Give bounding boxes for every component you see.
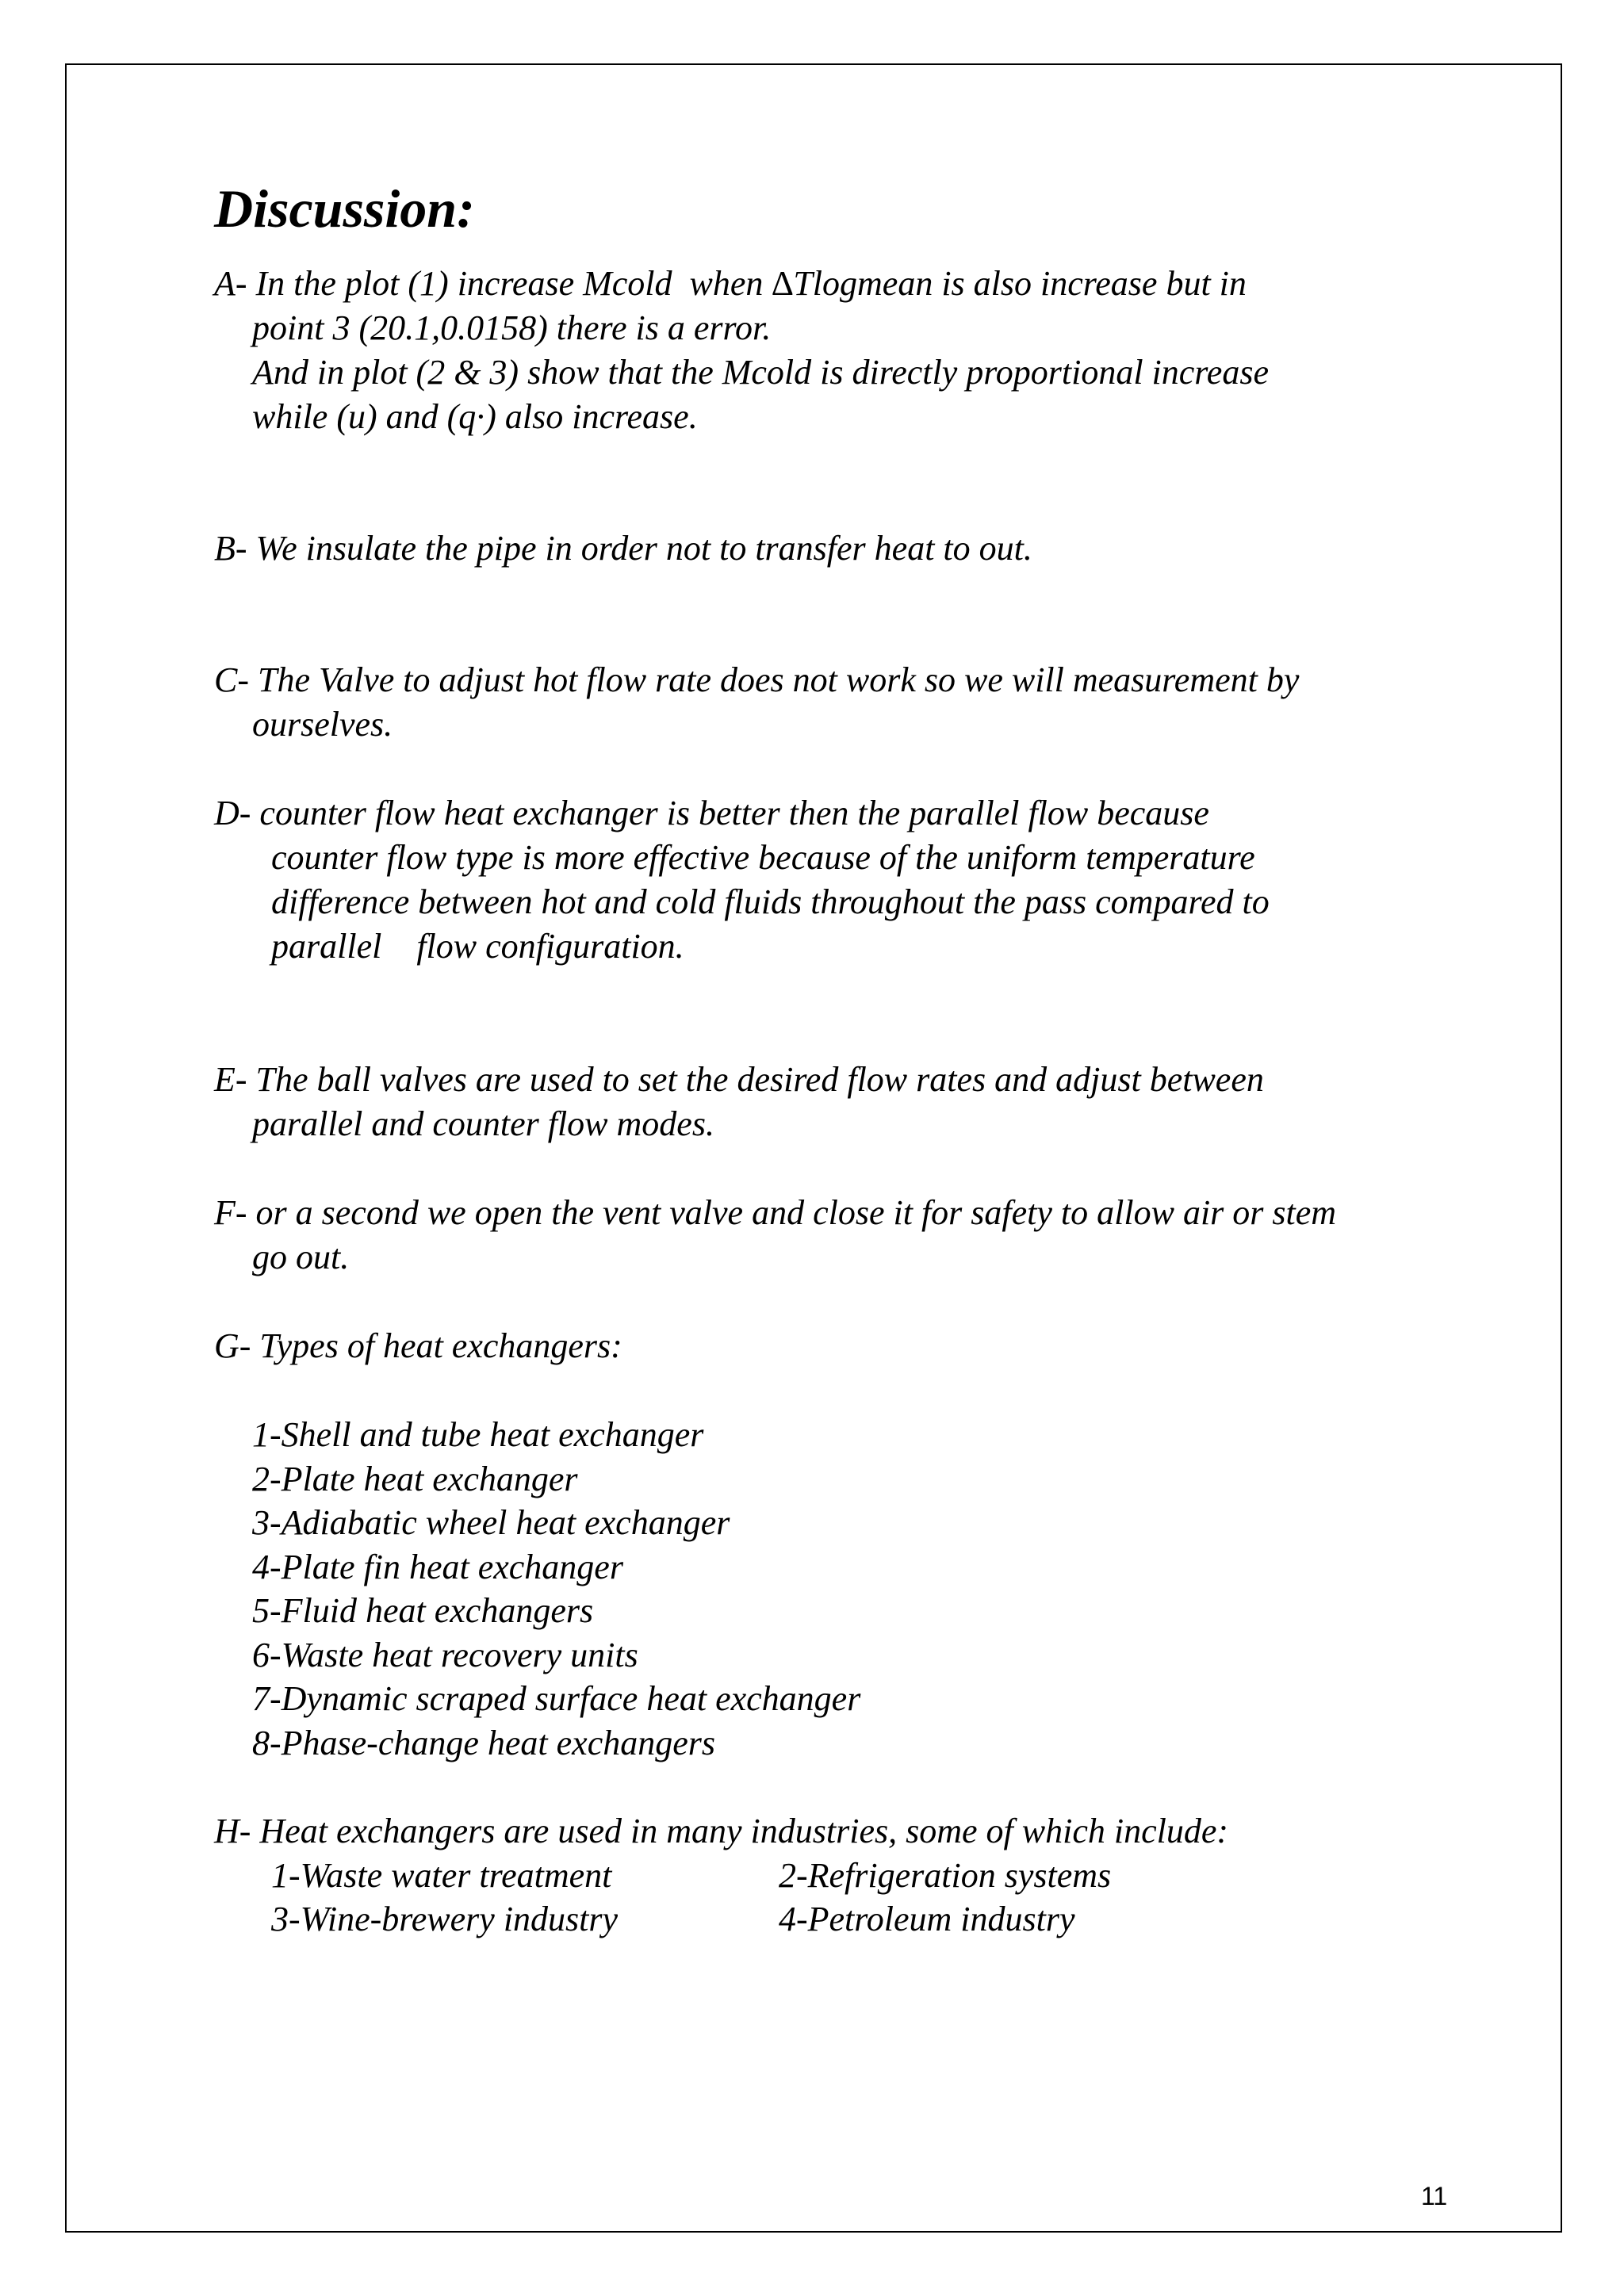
item-c-line-1: C- The Valve to adjust hot flow rate does not work so we will measurement by: [214, 660, 1300, 699]
industry-row-1: [214, 1854, 1515, 1897]
item-a-line-1: A- In the plot (1) increase Mcold when ∆Tlogmean is also increase but in: [214, 264, 1247, 303]
discussion-item-b: [214, 526, 1515, 571]
item-b-line-1: B- We insulate the pipe in order not to transfer heat to out.: [214, 529, 1032, 568]
list-item: 5-Fluid heat exchangers: [252, 1591, 594, 1630]
document-body: [214, 173, 1515, 1941]
list-item: 1-Shell and tube heat exchanger: [252, 1415, 704, 1454]
discussion-item-h: [214, 1809, 1515, 1941]
item-e-line-1: E- The ball valves are used to set the desired flow rates and adjust between: [214, 1060, 1264, 1099]
industry-row-2: [214, 1897, 1515, 1941]
item-d-line-1: D- counter flow heat exchanger is better then the parallel flow because: [214, 794, 1209, 832]
discussion-item-c: [214, 658, 1515, 747]
item-a-line-4: while (u) and (q·) also increase.: [252, 397, 698, 436]
discussion-item-e: [214, 1058, 1515, 1146]
list-item: 3-Adiabatic wheel heat exchanger: [252, 1503, 730, 1542]
list-item: 6-Waste heat recovery units: [252, 1635, 638, 1674]
list-item: 3-Wine-brewery industry: [271, 1900, 619, 1938]
list-item: 4-Plate fin heat exchanger: [252, 1547, 623, 1586]
item-f-line-2: go out.: [252, 1238, 350, 1276]
list-item: 1-Waste water treatment: [271, 1856, 612, 1895]
item-g-heading: G- Types of heat exchangers:: [214, 1326, 622, 1365]
item-h-heading: H- Heat exchangers are used in many industries, some of which include:: [214, 1812, 1229, 1850]
item-e-line-2: parallel and counter flow modes.: [252, 1104, 714, 1143]
item-d-line-2: counter flow type is more effective because of the uniform temperature: [271, 838, 1255, 877]
item-c-line-2: ourselves.: [252, 705, 393, 744]
discussion-item-g: [214, 1324, 1515, 1765]
page-number: 11: [1421, 2182, 1448, 2210]
item-a-line-3: And in plot (2 & 3) show that the Mcold is directly proportional increase: [252, 353, 1269, 392]
discussion-item-a: [214, 262, 1515, 439]
item-f-line-1: F- or a second we open the vent valve and close it for safety to allow air or stem: [214, 1193, 1337, 1232]
item-d-line-4: parallel flow configuration.: [271, 927, 684, 966]
list-item: 2-Refrigeration systems: [779, 1856, 1112, 1895]
list-item: 2-Plate heat exchanger: [252, 1459, 578, 1498]
item-a-line-2: point 3 (20.1,0.0158) there is a error.: [252, 308, 772, 347]
list-item: 8-Phase-change heat exchangers: [252, 1723, 716, 1762]
page-title: Discussion:: [214, 178, 475, 239]
item-d-line-3: difference between hot and cold fluids throughout the pass compared to: [271, 882, 1270, 921]
discussion-item-f: [214, 1191, 1515, 1280]
discussion-item-d: [214, 791, 1515, 969]
list-item: 4-Petroleum industry: [779, 1900, 1075, 1938]
list-item: 7-Dynamic scraped surface heat exchanger: [252, 1679, 861, 1718]
